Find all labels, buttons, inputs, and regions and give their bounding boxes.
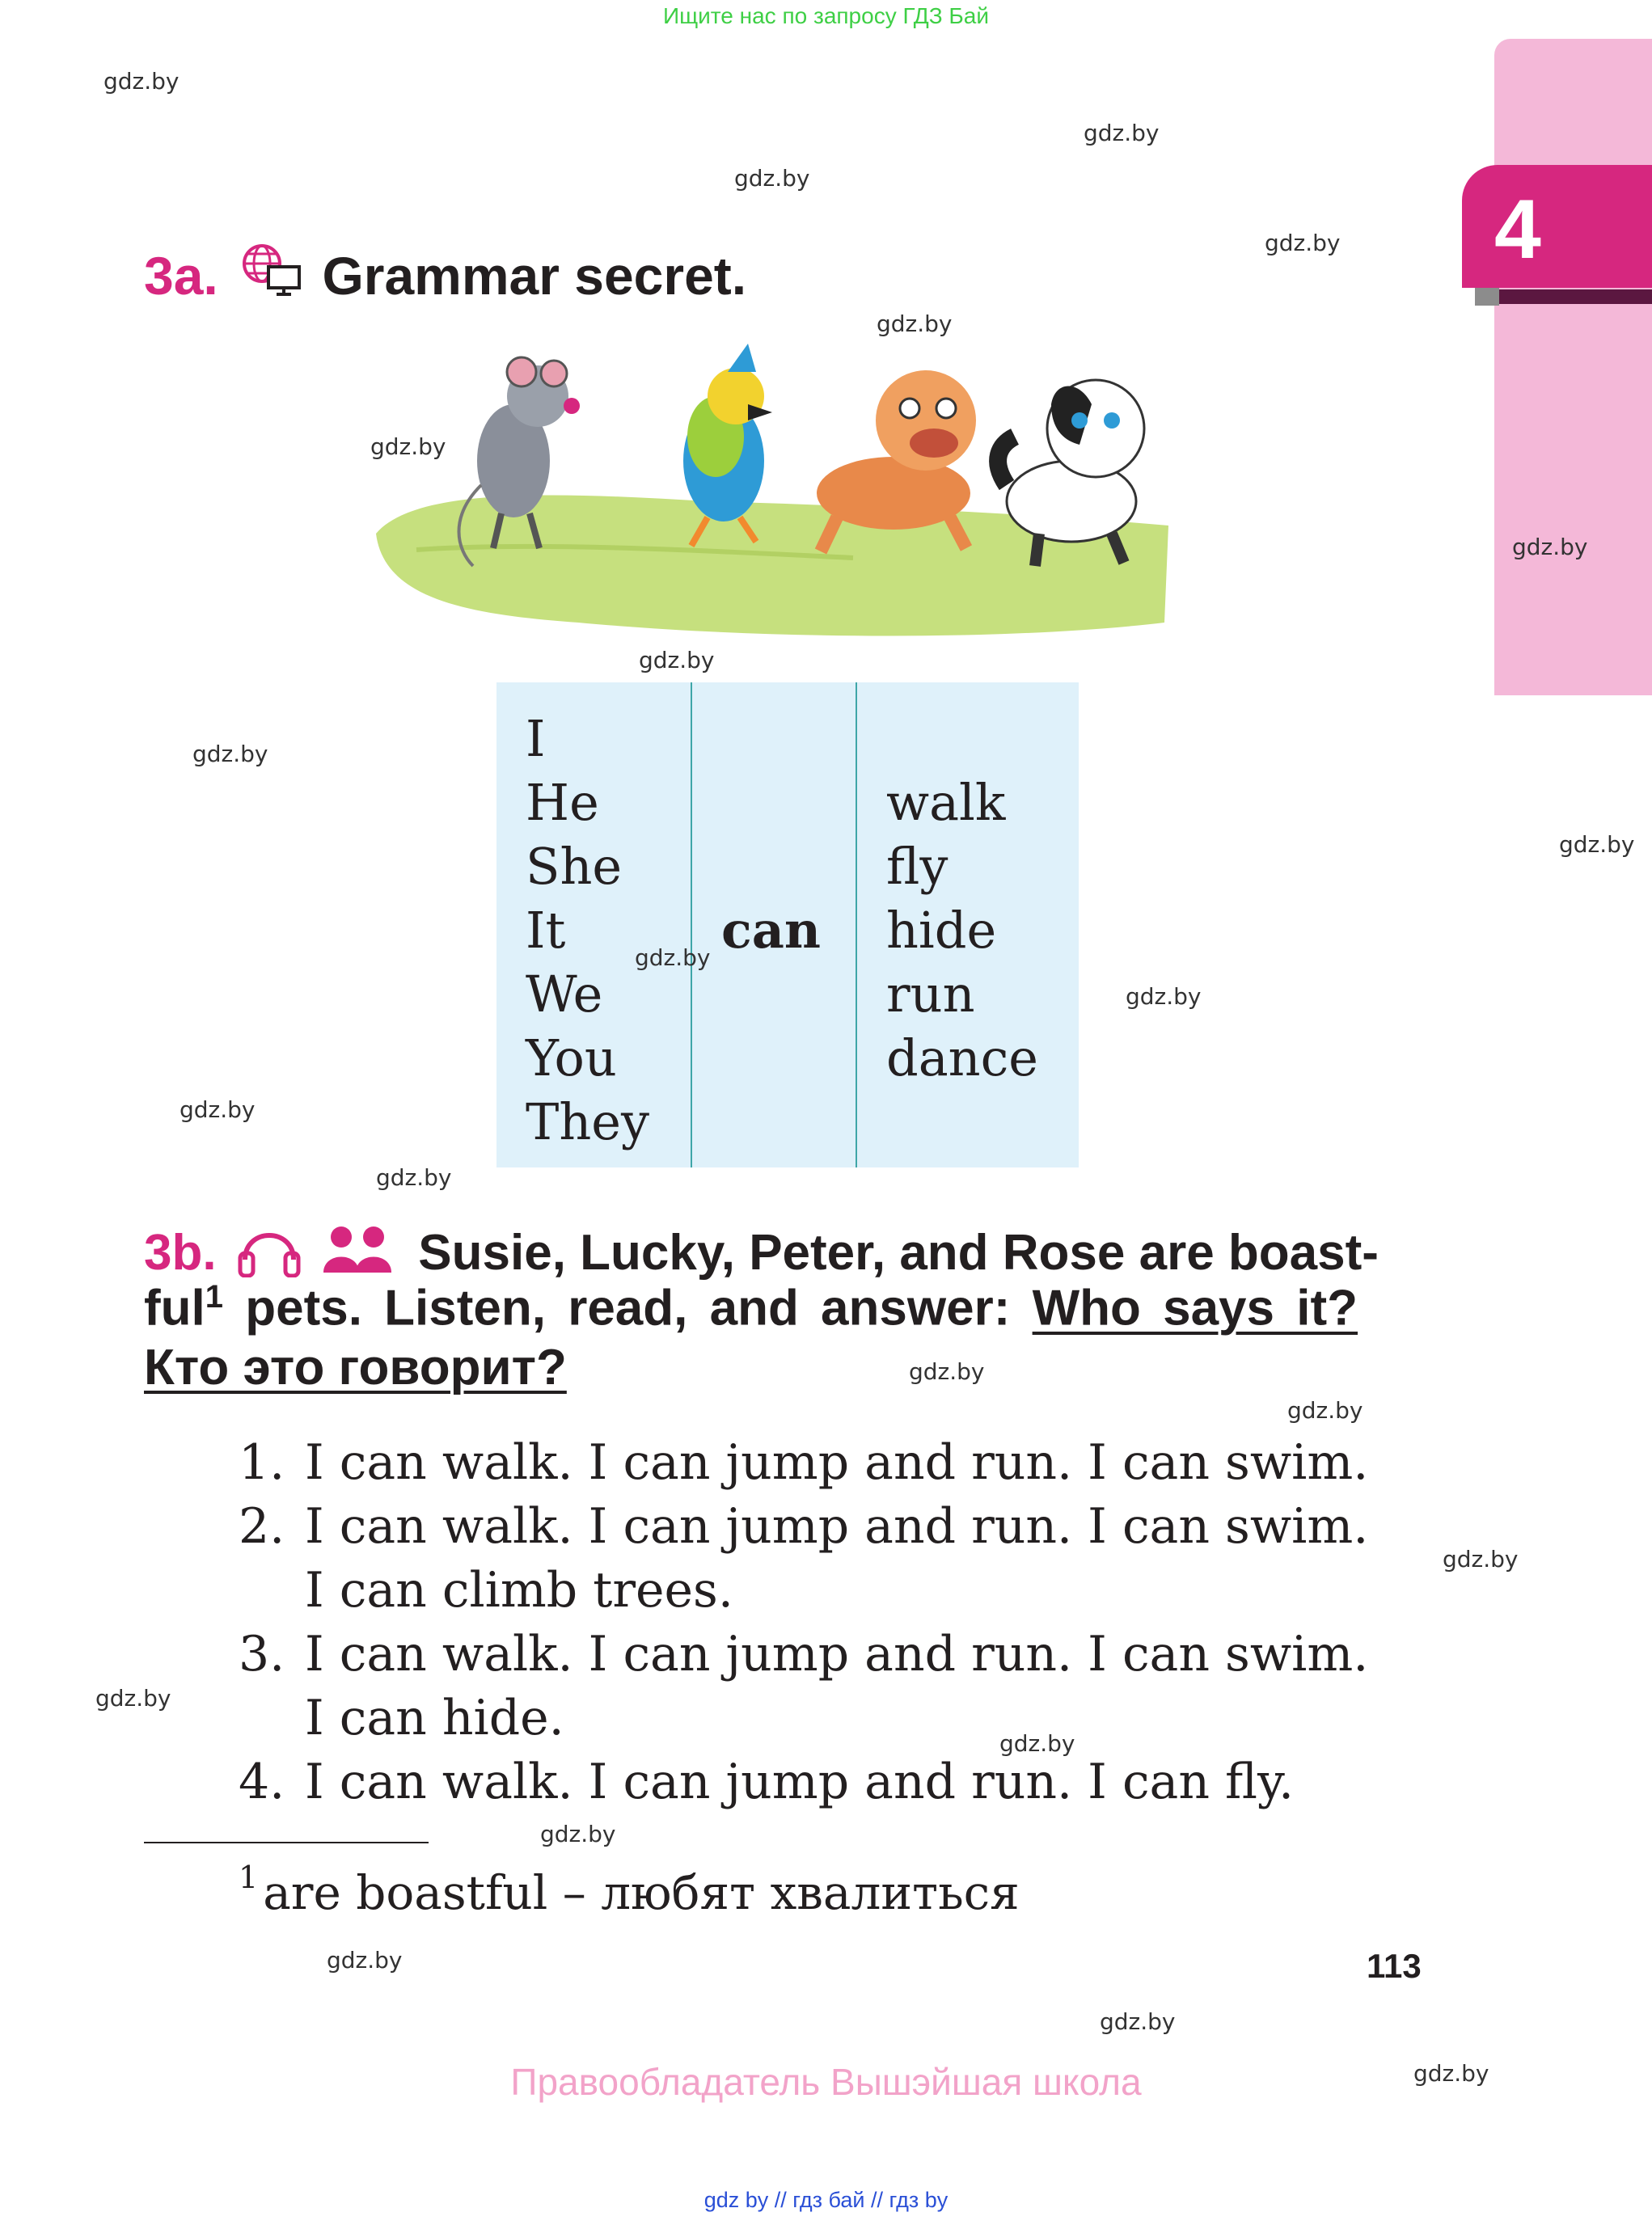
dog-figure [817, 370, 976, 551]
pronoun-cell: You [526, 1028, 617, 1087]
footnote-number: 1 [239, 1860, 259, 1895]
watermark: gdz.by [1265, 230, 1341, 256]
globe-monitor-icon [241, 243, 302, 311]
exercise-3a-heading [144, 243, 746, 311]
item-text: I can walk. I can jump and run. I can swim. [305, 1434, 1369, 1491]
grammar-table [496, 682, 1079, 1167]
exercise-3b-number: 3b. [144, 1225, 217, 1281]
watermark: gdz.by [734, 165, 810, 192]
item-text: I can walk. I can jump and run. I can fly. [305, 1754, 1295, 1810]
watermark: gdz.by [104, 68, 180, 95]
exercise-3a-number: 3a. [144, 246, 218, 306]
list-item [239, 1623, 1368, 1750]
watermark: gdz.by [1413, 2060, 1489, 2087]
pronoun-cell: I [526, 709, 546, 768]
footnote-text: are boastful – любят хвалиться [263, 1865, 1020, 1920]
item-number: 3. [239, 1626, 285, 1682]
pronoun-cell: She [526, 837, 623, 896]
pronoun-cell: It [526, 901, 566, 960]
watermark: gdz.by [635, 944, 711, 971]
table-divider-1 [691, 682, 692, 1167]
modal-can: can [721, 901, 822, 960]
verb-cell: hide [886, 901, 997, 960]
watermark: gdz.by [1443, 1546, 1519, 1573]
item-text: I can walk. I can jump and run. I can swim. [305, 1498, 1369, 1555]
watermark: gdz.by [1287, 1397, 1363, 1424]
pair-work-icon [322, 1224, 393, 1286]
item-number: 2. [239, 1498, 285, 1555]
rights-holder: Правообладатель Вышэйшая школа [510, 2061, 1142, 2103]
pronoun-cell: We [526, 965, 603, 1024]
footnote-divider [144, 1842, 429, 1843]
pronoun-cell: They [526, 1092, 650, 1151]
pronoun-cell: He [526, 773, 599, 832]
list-item [239, 1431, 1368, 1495]
watermark: gdz.by [180, 1096, 256, 1123]
question-russian: Кто это говорит? [144, 1340, 567, 1395]
instruction-line-2-start: ful [144, 1280, 205, 1336]
watermark: gdz.by [327, 1947, 403, 1974]
chapter-badge-underline [1499, 289, 1652, 304]
watermark: gdz.by [1512, 534, 1588, 560]
watermark: gdz.by [1100, 2008, 1176, 2035]
footnote-mark: 1 [205, 1279, 223, 1315]
sentence-list [239, 1431, 1368, 1814]
bottom-links[interactable]: gdz by // гдз бай // гдз by [703, 2188, 949, 2212]
question-english: Who says it? [1032, 1280, 1358, 1336]
verb-cell: dance [886, 1028, 1038, 1087]
watermark: gdz.by [370, 433, 446, 460]
watermark: gdz.by [192, 741, 268, 767]
item-number: 4. [239, 1754, 285, 1810]
exercise-3b-line-2 [144, 1279, 1358, 1337]
exercise-3b-line-3 [144, 1339, 567, 1396]
watermark: gdz.by [376, 1164, 452, 1191]
verb-column [886, 771, 1038, 1090]
list-item [239, 1495, 1368, 1623]
watermark: gdz.by [1559, 831, 1635, 858]
chapter-badge-shadow [1475, 288, 1499, 306]
chapter-side-tab [1494, 39, 1652, 695]
verb-cell: run [886, 965, 975, 1024]
watermark: gdz.by [909, 1358, 985, 1385]
chapter-number: 4 [1494, 183, 1541, 277]
pronoun-column [526, 707, 649, 1154]
item-text: I can hide. [305, 1690, 564, 1746]
chapter-number-badge [1462, 165, 1652, 288]
footnote [239, 1860, 1020, 1920]
table-divider-2 [856, 682, 857, 1167]
top-banner: Ищите нас по запросу ГДЗ Бай [662, 3, 990, 28]
item-text: I can climb trees. [305, 1562, 733, 1619]
verb-cell: walk [886, 773, 1006, 832]
watermark: gdz.by [1126, 983, 1202, 1010]
watermark: gdz.by [639, 647, 715, 673]
watermark: gdz.by [1084, 120, 1160, 146]
list-item [239, 1750, 1368, 1814]
instruction-line-1: Susie, Lucky, Peter, and Rose are boast- [418, 1225, 1379, 1281]
item-text: I can walk. I can jump and run. I can swim. [305, 1626, 1369, 1682]
page-number: 113 [1367, 1947, 1422, 1985]
watermark: gdz.by [540, 1821, 616, 1847]
verb-cell: fly [886, 837, 949, 896]
instruction-line-2-rest: pets. Listen, read, and answer: [223, 1280, 1033, 1336]
animals-illustration [368, 340, 1177, 647]
watermark: gdz.by [999, 1730, 1075, 1757]
item-number: 1. [239, 1434, 285, 1491]
watermark: gdz.by [95, 1685, 171, 1712]
exercise-3a-title: Grammar secret. [322, 246, 747, 306]
watermark: gdz.by [877, 310, 953, 337]
